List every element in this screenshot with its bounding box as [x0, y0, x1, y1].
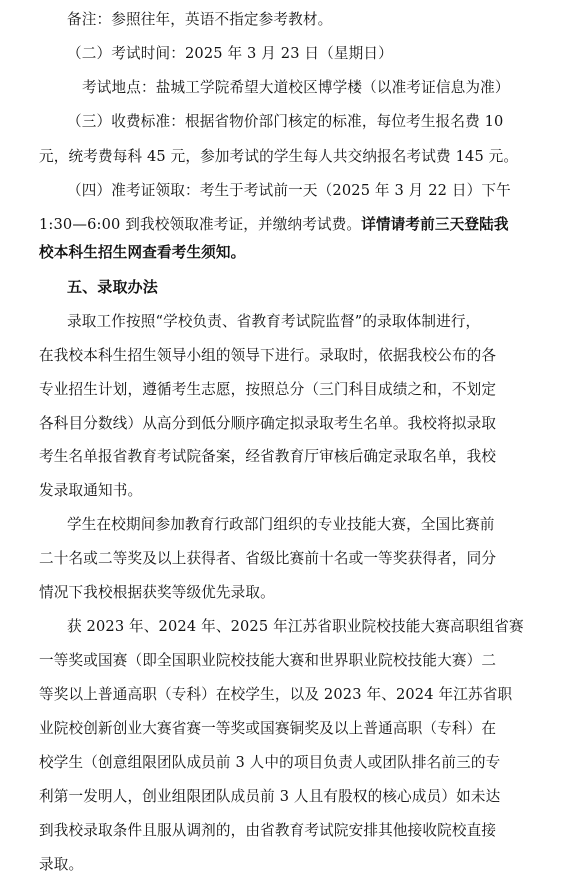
remark-line: 备注：参照往年，英语不指定参考教材。: [67, 11, 333, 28]
para1-line: 录取工作按照“学校负责、省教育考试院监督”的录取体制进行，: [67, 313, 481, 330]
para2-line: 二十名或二等奖及以上获得者、省级比赛前十名或一等奖获得者，同分: [39, 550, 497, 567]
admission-ticket-line-2-normal: 1:30—6:00 到我校领取准考证，并缴纳考试费。: [39, 216, 362, 233]
para2-line: 学生在校期间参加教育行政部门组织的专业技能大赛，全国比赛前: [67, 516, 495, 533]
exam-location-line: 考试地点：盐城工学院希望大道校区博学楼（以准考证信息为准）: [82, 79, 510, 96]
para1-line: 发录取通知书。: [39, 482, 143, 499]
section-heading: 五、录取办法: [67, 278, 158, 296]
para3-line: 业院校创新创业大赛省赛一等奖或国赛铜奖及以上普通高职（专科）在: [39, 720, 497, 737]
para3-line: 利第一发明人，创业组限团队成员前 3 人且有股权的核心成员）如未达: [39, 788, 501, 805]
para1-line: 各科目分数线）从高分到低分顺序确定拟录取考生名单。我校将拟录取: [39, 415, 497, 432]
para1-line: 专业招生计划，遵循考生志愿，按照总分（三门科目成绩之和，不划定: [39, 381, 497, 398]
fee-line-1: （三）收费标准：根据省物价部门核定的标准，每位考生报名费 10: [67, 113, 504, 130]
para1-line: 考生名单报省教育考试院备案，经省教育厅审核后确定录取名单，我校: [39, 448, 497, 465]
para3-line: 一等奖或国赛（即全国职业院校技能大赛和世界职业院校技能大赛）二: [39, 652, 497, 669]
para3-line: 到我校录取条件且服从调剂的，由省教育考试院安排其他接收院校直接: [39, 822, 497, 839]
admission-ticket-line-1: （四）准考证领取：考生于考试前一天（2025 年 3 月 22 日）下午: [67, 182, 511, 199]
admission-ticket-line-2: [39, 216, 509, 234]
admission-ticket-line-2-bold: 详情请考前三天登陆我: [361, 216, 509, 233]
fee-line-2: 元，统考费每科 45 元，参加考试的学生每人共交纳报名考试费 145 元。: [39, 148, 519, 165]
para3-line: 等奖以上普通高职（专科）在校学生，以及 2023 年、2024 年江苏省职: [39, 686, 513, 703]
para3-line: 获 2023 年、2024 年、2025 年江苏省职业院校技能大赛高职组省赛: [67, 618, 524, 635]
exam-time-line: （二）考试时间：2025 年 3 月 23 日（星期日）: [67, 45, 393, 62]
para3-line: 录取。: [39, 856, 84, 873]
admission-ticket-line-3: 校本科生招生网查看考生须知。: [39, 244, 246, 261]
para1-line: 在我校本科生招生领导小组的领导下进行。录取时，依据我校公布的各: [39, 347, 497, 364]
para2-line: 情况下我校根据获奖等级优先录取。: [39, 584, 275, 601]
para3-line: 校学生（创意组限团队成员前 3 人中的项目负责人或团队排名前三的专: [39, 754, 501, 771]
